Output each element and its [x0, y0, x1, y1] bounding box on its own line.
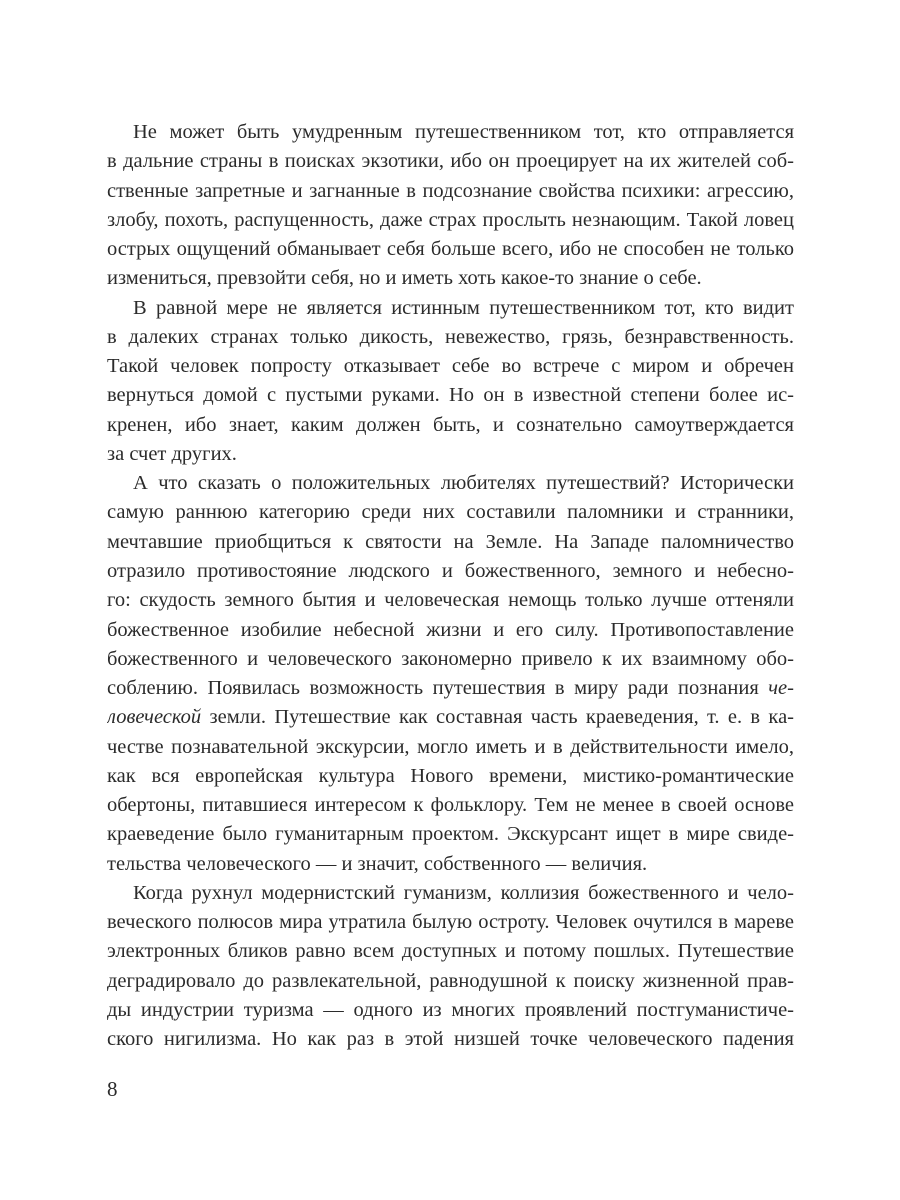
text-line: Когда рухнул модернистский гуманизм, коллизия божественного и чело-	[133, 881, 794, 904]
text-line: мечтавшие приобщиться к святости на Земле. На Западе паломничество	[107, 530, 794, 553]
paragraph	[107, 294, 794, 470]
text-line: краеведение было гуманитарным проектом. Экскурсант ищет в мире свиде-	[107, 823, 794, 846]
text-line: обертоны, питавшиеся интересом к фольклору. Тем не менее в своей основе	[107, 794, 794, 817]
text-line: самую раннюю категорию среди них составили паломники и странники,	[107, 501, 794, 524]
text-line: острых ощущений обманывает себя больше всего, ибо не способен не только	[107, 238, 794, 261]
text-run: земли. Путешествие как составная часть краеведения, т. е. в ка-	[201, 706, 794, 729]
text-line: злобу, похоть, распущенность, даже страх прослыть незнающим. Такой ловец	[107, 208, 794, 231]
text-line: вернуться домой с пустыми руками. Но он в известной степени более ис-	[107, 384, 794, 407]
text-line: деградировало до развлекательной, равнодушной к поиску жизненной прав-	[107, 969, 794, 992]
text-line: божественное изобилие небесной жизни и его силу. Противопоставление	[107, 618, 794, 641]
text-line: ского нигилизма. Но как раз в этой низшей точке человеческого падения	[107, 1028, 794, 1051]
body-text	[107, 118, 794, 1055]
text-line: веческого полюсов мира утратила былую остроту. Человек очутился в мареве	[107, 911, 794, 934]
text-line: А что сказать о положительных любителях путешествий? Исторически	[133, 472, 794, 495]
paragraph	[107, 118, 794, 294]
text-line: Такой человек попросту отказывает себе во встрече с миром и обречен	[107, 355, 794, 378]
text-line: В равной мере не является истинным путешественником тот, кто видит	[133, 296, 794, 319]
text-line: в дальние страны в поисках экзотики, ибо он проецирует на их жителей соб-	[107, 150, 794, 173]
page-number: 8	[107, 1077, 118, 1101]
paragraph	[107, 469, 794, 879]
text-line: божественного и человеческого закономерно привело к их взаимному обо-	[107, 647, 794, 670]
text-line: честве познавательной экскурсии, могло иметь и в действительности имело,	[107, 735, 794, 758]
italic-text: ловеческой	[107, 706, 202, 729]
text-line	[107, 703, 794, 732]
text-line: отразило противостояние людского и божественного, земного и небесно-	[107, 559, 794, 582]
paragraph	[107, 879, 794, 1055]
text-line: в далеких странах только дикость, невежество, грязь, безнравственность.	[107, 325, 794, 348]
text-line: тельства человеческого — и значит, собственного — величия.	[107, 852, 648, 875]
text-line: ственные запретные и загнанные в подсознание свойства психики: агрессию,	[107, 179, 794, 202]
text-line: го: скудость земного бытия и человеческая немощь только лучше оттеняли	[107, 589, 794, 612]
italic-text: че-	[768, 677, 794, 700]
text-line: за счет других.	[107, 442, 237, 465]
text-line: Не может быть умудренным путешественником тот, кто отправляется	[133, 121, 794, 143]
text-line: как вся европейская культура Нового времени, мистико-романтические	[107, 764, 794, 787]
text-line	[107, 674, 794, 703]
text-line: ды индустрии туризма — одного из многих проявлений постгуманистиче-	[107, 998, 794, 1021]
text-line: кренен, ибо знает, каким должен быть, и сознательно самоутверждается	[107, 413, 794, 436]
text-line: измениться, превзойти себя, но и иметь хоть какое-то знание о себе.	[107, 267, 702, 290]
text-line: электронных бликов равно всем доступных и потому пошлых. Путешествие	[107, 940, 794, 963]
text-run: соблению. Появилась возможность путешествия в миру ради познания	[107, 677, 769, 700]
